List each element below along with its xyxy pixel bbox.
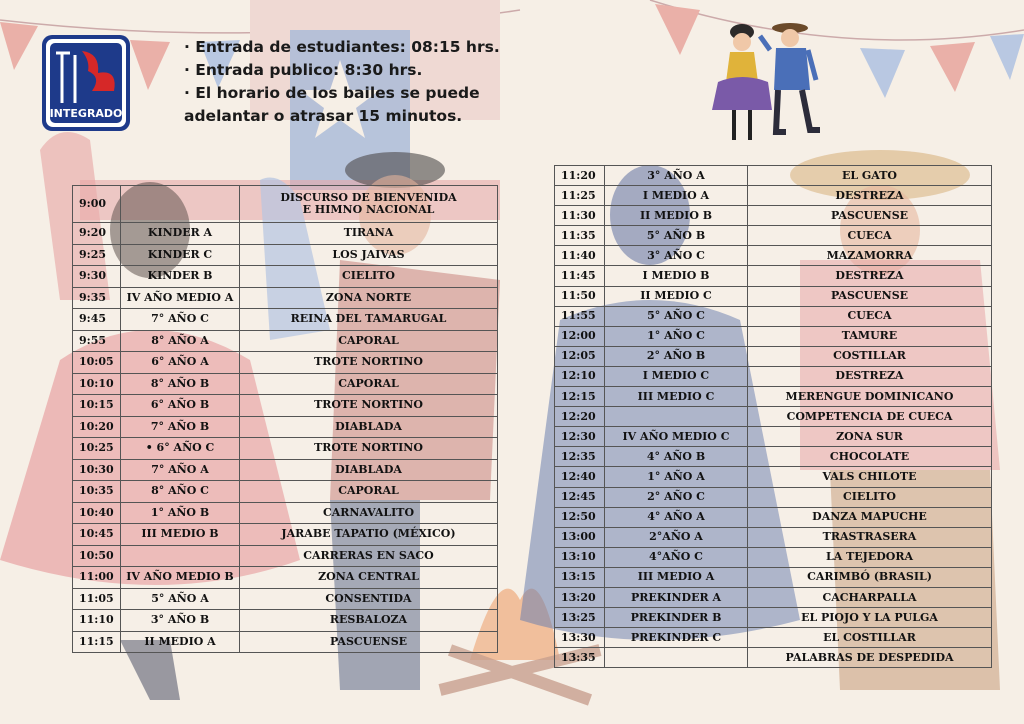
course-cell: 1° AÑO A: [605, 467, 748, 487]
dance-cell: COMPETENCIA DE CUECA: [748, 407, 992, 427]
time-cell: 11:35: [555, 226, 605, 246]
dance-cell: CUECA: [748, 306, 992, 326]
table-row: [73, 610, 498, 632]
table-row: [73, 309, 498, 331]
course-cell: 5° AÑO C: [605, 306, 748, 326]
table-row: [555, 266, 992, 286]
course-cell: [605, 407, 748, 427]
time-cell: 11:00: [73, 567, 121, 589]
course-cell: I MEDIO A: [605, 186, 748, 206]
table-row: [73, 524, 498, 546]
time-cell: 13:30: [555, 628, 605, 648]
course-cell: III MEDIO B: [121, 524, 240, 546]
dance-cell: LA TEJEDORA: [748, 547, 992, 567]
table-row: [73, 223, 498, 245]
dance-cell: PASCUENSE: [748, 206, 992, 226]
dance-cell: CHOCOLATE: [748, 447, 992, 467]
dance-cell: DESTREZA: [748, 266, 992, 286]
course-cell: III MEDIO C: [605, 387, 748, 407]
course-cell: 7° AÑO C: [121, 309, 240, 331]
dance-cell: TROTE NORTINO: [240, 438, 498, 460]
table-row: [73, 588, 498, 610]
note-students-entry: · Entrada de estudiantes: 08:15 hrs.: [184, 38, 500, 56]
table-row: [73, 352, 498, 374]
course-cell: 4°AÑO C: [605, 547, 748, 567]
dance-cell: CAPORAL: [240, 481, 498, 503]
time-cell: 10:10: [73, 373, 121, 395]
table-row: [555, 387, 992, 407]
time-cell: 12:50: [555, 507, 605, 527]
course-cell: IV AÑO MEDIO B: [121, 567, 240, 589]
table-row: [555, 306, 992, 326]
dance-cell: CARNAVALITO: [240, 502, 498, 524]
table-row: [555, 346, 992, 366]
dance-cell: DIABLADA: [240, 416, 498, 438]
course-cell: III MEDIO A: [605, 567, 748, 587]
dance-cell: CARIMBÓ (BRASIL): [748, 567, 992, 587]
course-cell: KINDER B: [121, 266, 240, 288]
dance-cell: ZONA SUR: [748, 427, 992, 447]
time-cell: 10:20: [73, 416, 121, 438]
dance-cell: JARABE TAPATIO (MÉXICO): [240, 524, 498, 546]
course-cell: • 6° AÑO C: [121, 438, 240, 460]
table-row: [555, 467, 992, 487]
time-cell: 11:30: [555, 206, 605, 226]
table-row: [73, 373, 498, 395]
time-cell: 9:55: [73, 330, 121, 352]
dance-cell: CONSENTIDA: [240, 588, 498, 610]
dance-cell: TROTE NORTINO: [240, 395, 498, 417]
dance-cell: CAPORAL: [240, 373, 498, 395]
table-row: [555, 487, 992, 507]
course-cell: I MEDIO C: [605, 366, 748, 386]
time-cell: 10:05: [73, 352, 121, 374]
course-cell: 8° AÑO B: [121, 373, 240, 395]
course-cell: II MEDIO A: [121, 631, 240, 653]
dance-cell: CAPORAL: [240, 330, 498, 352]
time-cell: 12:45: [555, 487, 605, 507]
table-row: [555, 186, 992, 206]
time-cell: 9:35: [73, 287, 121, 309]
course-cell: 7° AÑO B: [121, 416, 240, 438]
time-cell: 13:15: [555, 567, 605, 587]
time-cell: 11:50: [555, 286, 605, 306]
table-row: [73, 244, 498, 266]
time-cell: 12:35: [555, 447, 605, 467]
course-cell: IV AÑO MEDIO C: [605, 427, 748, 447]
dance-cell: TAMURE: [748, 326, 992, 346]
course-cell: PREKINDER A: [605, 587, 748, 607]
time-cell: 11:10: [73, 610, 121, 632]
table-row: [73, 186, 498, 223]
course-cell: 3° AÑO B: [121, 610, 240, 632]
table-row: [555, 366, 992, 386]
dance-cell: DESTREZA: [748, 366, 992, 386]
time-cell: 13:00: [555, 527, 605, 547]
time-cell: 11:55: [555, 306, 605, 326]
table-row: [73, 330, 498, 352]
dance-cell: DIABLADA: [240, 459, 498, 481]
course-cell: 4° AÑO B: [605, 447, 748, 467]
dance-cell: DISCURSO DE BIENVENIDA E HIMNO NACIONAL: [240, 186, 498, 223]
time-cell: 10:40: [73, 502, 121, 524]
time-cell: 12:15: [555, 387, 605, 407]
table-row: [73, 567, 498, 589]
table-row: [555, 246, 992, 266]
dance-cell: MAZAMORRA: [748, 246, 992, 266]
time-cell: 10:15: [73, 395, 121, 417]
course-cell: I MEDIO B: [605, 266, 748, 286]
table-row: [73, 266, 498, 288]
table-row: [555, 507, 992, 527]
course-cell: [121, 186, 240, 223]
table-row: [555, 608, 992, 628]
dance-cell: CACHARPALLA: [748, 587, 992, 607]
course-cell: PREKINDER B: [605, 608, 748, 628]
course-cell: II MEDIO B: [605, 206, 748, 226]
course-cell: II MEDIO C: [605, 286, 748, 306]
time-cell: 10:35: [73, 481, 121, 503]
dance-cell: CUECA: [748, 226, 992, 246]
table-row: [555, 587, 992, 607]
table-row: [73, 287, 498, 309]
time-cell: 13:25: [555, 608, 605, 628]
course-cell: 3° AÑO C: [605, 246, 748, 266]
table-row: [555, 166, 992, 186]
table-row: [555, 286, 992, 306]
time-cell: 11:40: [555, 246, 605, 266]
course-cell: 2° AÑO C: [605, 487, 748, 507]
dance-cell: DESTREZA: [748, 186, 992, 206]
table-row: [555, 407, 992, 427]
table-row: [73, 502, 498, 524]
table-row: [73, 459, 498, 481]
table-row: [73, 438, 498, 460]
table-row: [73, 416, 498, 438]
time-cell: 10:45: [73, 524, 121, 546]
table-row: [555, 206, 992, 226]
table-row: [73, 395, 498, 417]
time-cell: 9:45: [73, 309, 121, 331]
dance-cell: COSTILLAR: [748, 346, 992, 366]
table-row: [555, 447, 992, 467]
time-cell: 12:30: [555, 427, 605, 447]
course-cell: 1° AÑO B: [121, 502, 240, 524]
dance-cell: TRASTRASERA: [748, 527, 992, 547]
course-cell: 5° AÑO A: [121, 588, 240, 610]
table-row: [555, 547, 992, 567]
dance-cell: DANZA MAPUCHE: [748, 507, 992, 527]
course-cell: 6° AÑO B: [121, 395, 240, 417]
course-cell: 4° AÑO A: [605, 507, 748, 527]
table-row: [555, 326, 992, 346]
course-cell: 2° AÑO B: [605, 346, 748, 366]
dance-cell: CIELITO: [748, 487, 992, 507]
table-row: [73, 481, 498, 503]
time-cell: 9:30: [73, 266, 121, 288]
dance-cell: TROTE NORTINO: [240, 352, 498, 374]
time-cell: 11:15: [73, 631, 121, 653]
table-row: [555, 648, 992, 668]
table-row: [73, 545, 498, 567]
schedule-table-right: [554, 165, 992, 668]
course-cell: 7° AÑO A: [121, 459, 240, 481]
time-cell: 11:25: [555, 186, 605, 206]
table-row: [555, 527, 992, 547]
course-cell: PREKINDER C: [605, 628, 748, 648]
time-cell: 12:00: [555, 326, 605, 346]
course-cell: IV AÑO MEDIO A: [121, 287, 240, 309]
event-notes: [184, 36, 524, 128]
table-row: [555, 226, 992, 246]
time-cell: 12:10: [555, 366, 605, 386]
course-cell: 1° AÑO C: [605, 326, 748, 346]
course-cell: 8° AÑO C: [121, 481, 240, 503]
dance-cell: MERENGUE DOMINICANO: [748, 387, 992, 407]
dance-cell: ZONA CENTRAL: [240, 567, 498, 589]
dancing-couple-illustration: [712, 20, 832, 150]
time-cell: 12:40: [555, 467, 605, 487]
course-cell: KINDER C: [121, 244, 240, 266]
time-cell: 11:45: [555, 266, 605, 286]
course-cell: 8° AÑO A: [121, 330, 240, 352]
time-cell: 10:30: [73, 459, 121, 481]
dance-cell: PASCUENSE: [240, 631, 498, 653]
time-cell: 12:20: [555, 407, 605, 427]
dance-cell: VALS CHILOTE: [748, 467, 992, 487]
course-cell: 3° AÑO A: [605, 166, 748, 186]
dance-cell: RESBALOZA: [240, 610, 498, 632]
note-schedule-change: · El horario de los bailes se puede adelantar o atrasar 15 minutos.: [184, 84, 480, 125]
note-public-entry: · Entrada publico: 8:30 hrs.: [184, 61, 423, 79]
dance-cell: ZONA NORTE: [240, 287, 498, 309]
table-row: [555, 567, 992, 587]
time-cell: 13:20: [555, 587, 605, 607]
dance-cell: EL GATO: [748, 166, 992, 186]
table-row: [555, 427, 992, 447]
course-cell: [121, 545, 240, 567]
table-row: [555, 628, 992, 648]
course-cell: [605, 648, 748, 668]
dance-cell: PALABRAS DE DESPEDIDA: [748, 648, 992, 668]
dance-cell: CIELITO: [240, 266, 498, 288]
time-cell: 10:50: [73, 545, 121, 567]
schedule-table-left: [72, 185, 498, 653]
course-cell: 2°AÑO A: [605, 527, 748, 547]
course-cell: 5° AÑO B: [605, 226, 748, 246]
dance-cell: REINA DEL TAMARUGAL: [240, 309, 498, 331]
time-cell: 13:35: [555, 648, 605, 668]
time-cell: 12:05: [555, 346, 605, 366]
time-cell: 11:20: [555, 166, 605, 186]
course-cell: KINDER A: [121, 223, 240, 245]
course-cell: 6° AÑO A: [121, 352, 240, 374]
dance-cell: EL PIOJO Y LA PULGA: [748, 608, 992, 628]
dance-cell: CARRERAS EN SACO: [240, 545, 498, 567]
logo-text: INTEGRADO: [49, 107, 123, 120]
school-logo: [40, 33, 132, 133]
time-cell: 13:10: [555, 547, 605, 567]
dance-cell: EL COSTILLAR: [748, 628, 992, 648]
time-cell: 10:25: [73, 438, 121, 460]
dance-cell: PASCUENSE: [748, 286, 992, 306]
dance-cell: TIRANA: [240, 223, 498, 245]
dance-cell: LOS JAIVAS: [240, 244, 498, 266]
time-cell: 9:00: [73, 186, 121, 223]
time-cell: 9:25: [73, 244, 121, 266]
time-cell: 9:20: [73, 223, 121, 245]
time-cell: 11:05: [73, 588, 121, 610]
table-row: [73, 631, 498, 653]
